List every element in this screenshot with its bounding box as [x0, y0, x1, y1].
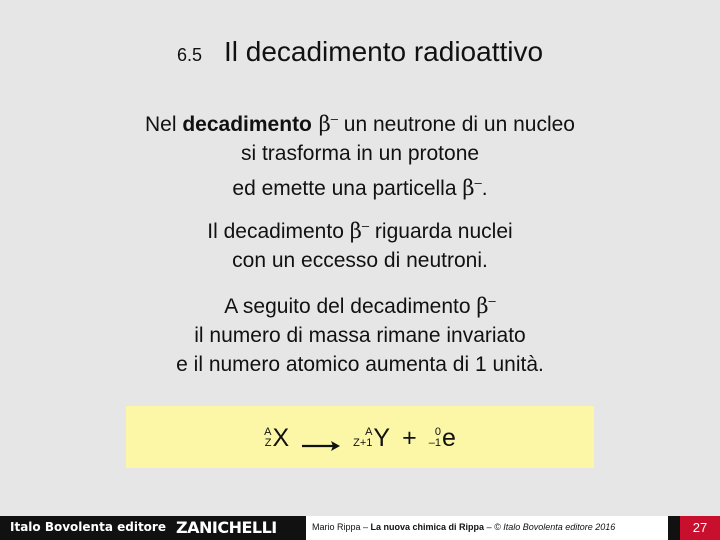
- daughter-atomic-number: Z+1: [353, 437, 373, 449]
- publisher-logo: Italo Bovolenta editore: [10, 520, 166, 534]
- daughter-nuclide: [353, 424, 390, 453]
- daughter-scripts: [353, 427, 372, 449]
- zanichelli-logo: ZANICHELLI: [176, 518, 277, 537]
- decay-equation: [126, 420, 594, 456]
- text-fragment: ed emette una particella: [232, 177, 463, 200]
- minus-superscript: –: [330, 111, 338, 126]
- paragraph-line: il numero di massa rimane invariato: [194, 324, 526, 347]
- footer-bar: [0, 516, 720, 540]
- daughter-symbol: Y: [373, 423, 391, 452]
- paragraph-consequence: [0, 286, 720, 379]
- beta-particle: [429, 424, 456, 453]
- parent-nuclide: [264, 424, 289, 453]
- minus-superscript: –: [488, 293, 496, 308]
- reaction-arrow-icon: [301, 431, 341, 445]
- beta-symbol: β: [349, 219, 362, 243]
- paragraph-line: [0, 168, 720, 203]
- paragraph-neutron-excess: [0, 211, 720, 275]
- paragraph-line: e il numero atomico aumenta di 1 unità.: [176, 353, 544, 376]
- parent-scripts: [264, 427, 271, 449]
- plus-sign: +: [402, 423, 417, 452]
- particle-mass-number: 0: [434, 426, 441, 438]
- paragraph-line: si trasforma in un protone: [240, 142, 480, 165]
- credit-box: [306, 516, 668, 540]
- text-fragment: un neutrone di un nucleo: [337, 113, 575, 136]
- slide-title: Il decadimento radioattivo: [223, 36, 544, 67]
- minus-superscript: –: [474, 175, 482, 190]
- book-title: La nuova chimica di Rippa: [370, 522, 485, 532]
- particle-symbol: e: [441, 423, 456, 452]
- paragraph-beta-definition: [0, 104, 720, 203]
- minus-superscript: –: [361, 218, 370, 233]
- parent-atomic-number: Z: [264, 437, 272, 449]
- credit-line: [312, 522, 615, 532]
- paragraph-line: [0, 104, 720, 139]
- beta-symbol: β: [476, 294, 489, 318]
- particle-scripts: [429, 427, 441, 449]
- paragraph-line: [0, 286, 720, 321]
- beta-symbol: β: [462, 176, 475, 200]
- paragraph-line: con un eccesso di neutroni.: [232, 249, 488, 272]
- parent-symbol: X: [272, 423, 290, 452]
- author-text: Mario Rippa –: [312, 522, 371, 532]
- text-fragment: Il decadimento: [207, 220, 350, 243]
- text-fragment: .: [481, 177, 488, 200]
- text-fragment: riguarda nuclei: [369, 220, 513, 243]
- text-fragment: A seguito del decadimento: [224, 295, 477, 318]
- daughter-mass-number: A: [365, 426, 373, 438]
- beta-symbol: β: [311, 112, 331, 136]
- parent-mass-number: A: [264, 426, 272, 438]
- section-number: 6.5: [176, 45, 202, 65]
- text-fragment: Nel: [145, 113, 183, 136]
- slide-header: [0, 36, 720, 68]
- bold-term: decadimento: [182, 113, 312, 136]
- paragraph-line: [0, 211, 720, 246]
- copyright-text: – © Italo Bovolenta editore 2016: [484, 522, 616, 532]
- particle-charge-number: –1: [428, 437, 441, 449]
- page-number-box: [680, 516, 720, 540]
- page-number: 27: [692, 520, 708, 535]
- equation-box: [126, 406, 594, 468]
